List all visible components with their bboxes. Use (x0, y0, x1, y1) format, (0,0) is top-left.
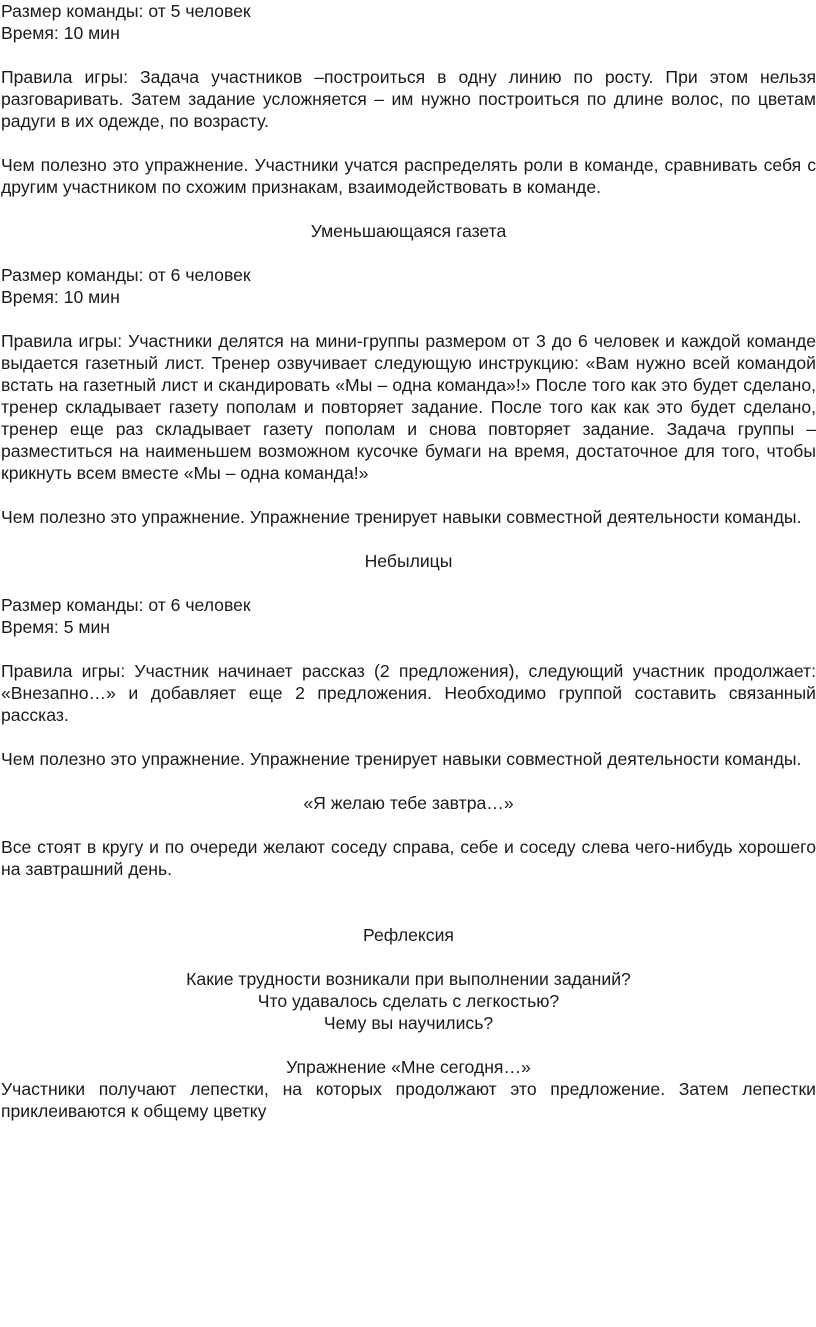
reflection-question: Какие трудности возникали при выполнении заданий? (186, 969, 631, 989)
section3-title: Небылицы (364, 551, 453, 571)
section3-team-size: Размер команды: от 6 человек (1, 595, 251, 615)
section2-rules: Правила игры: Участники делятся на мини-группы размером от 3 до 6 человек и каждой команде выдается газетный лист. Тренер озвучивает следующую инструкцию: «Вам нужно всей командой встать на газетный лист и скандировать «Мы – одна команда»!» После того как это будет сделано, тренер складывает газету пополам и повторяет задание. После того как как это будет сделано, тренер еще раз складывает газету пополам и снова повторяет задание. Задача группы – разместиться на наименьшем возможном кусочке бумаги на время, достаточное для того, чтобы крикнуть всем вместе «Мы – одна команда!» (1, 331, 816, 483)
section3-rules: Правила игры: Участник начинает рассказ (2 предложения), следующий участник продолжает: «Внезапно…» и добавляет еще 2 предложения. Необходимо группой составить связанный рассказ. (1, 661, 816, 725)
section4-title: «Я желаю тебе завтра…» (303, 793, 514, 813)
spacer (1, 1034, 816, 1056)
section3-time: Время: 5 мин (1, 617, 111, 637)
spacer (1, 572, 816, 594)
reflection-question: Чему вы научились? (323, 1013, 494, 1033)
section1-rules: Правила игры: Задача участников –построиться в одну линию по росту. При этом нельзя разговаривать. Затем задание усложняется – им нужно построиться по длине волос, по цветам радуги в их одежде, по возрасту. (1, 67, 816, 131)
exercise-title: Упражнение «Мне сегодня…» (286, 1057, 531, 1077)
spacer (1, 308, 816, 330)
section2-team-size: Размер команды: от 6 человек (1, 265, 251, 285)
spacer (1, 770, 816, 792)
spacer (1, 528, 816, 550)
spacer (1, 242, 816, 264)
spacer (1, 726, 816, 748)
section2-time: Время: 10 мин (1, 287, 120, 307)
exercise-text: Участники получают лепестки, на которых продолжают это предложение. Затем лепестки приклеиваются к общему цветку (1, 1079, 816, 1121)
spacer (1, 880, 816, 924)
spacer (1, 132, 816, 154)
section4-text: Все стоят в кругу и по очереди желают соседу справа, себе и соседу слева чего-нибудь хорошего на завтрашний день. (1, 837, 816, 879)
spacer (1, 814, 816, 836)
section2-title: Уменьшающаяся газета (310, 221, 507, 241)
section2-benefit: Чем полезно это упражнение. Упражнение тренирует навыки совместной деятельности команды. (1, 507, 802, 527)
spacer (1, 198, 816, 220)
spacer (1, 946, 816, 968)
reflection-question: Что удавалось сделать с легкостью? (257, 991, 560, 1011)
section1-team-size: Размер команды: от 5 человек (1, 1, 251, 21)
section1-time: Время: 10 мин (1, 23, 120, 43)
section3-benefit: Чем полезно это упражнение. Упражнение тренирует навыки совместной деятельности команды. (1, 749, 802, 769)
spacer (1, 638, 816, 660)
spacer (1, 44, 816, 66)
reflection-title: Рефлексия (363, 925, 454, 945)
spacer (1, 484, 816, 506)
section1-benefit: Чем полезно это упражнение. Участники учатся распределять роли в команде, сравнивать себя с другим участником по схожим признакам, взаимодействовать в команде. (1, 155, 816, 197)
